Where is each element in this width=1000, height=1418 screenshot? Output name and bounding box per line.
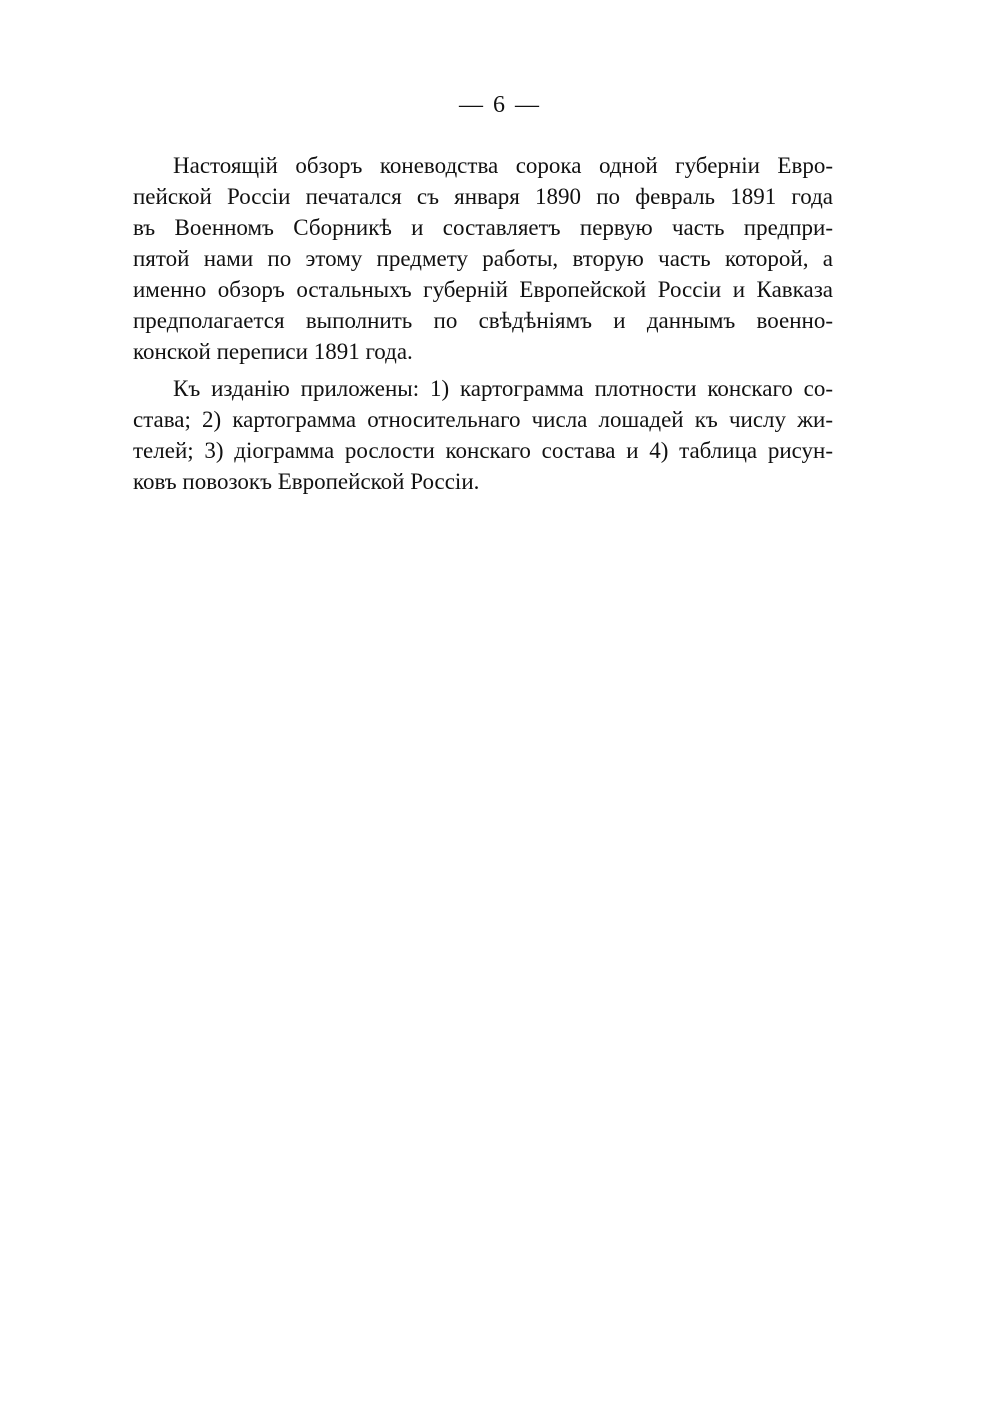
text-line: ковъ повозокъ Европейской Россіи. — [133, 469, 480, 494]
paragraph-2 — [133, 373, 833, 497]
text-line: Къ изданію приложены: 1) картограмма плотности конскаго со- — [173, 376, 833, 401]
text-line: става; 2) картограмма относительнаго числа лошадей къ числу жи- — [133, 407, 833, 432]
body-text — [133, 150, 833, 497]
text-line: именно обзоръ остальныхъ губерній Европейской Россіи и Кавказа — [133, 277, 833, 302]
text-line: телей; 3) діограмма рослости конскаго состава и 4) таблица рисун- — [133, 438, 833, 463]
page-number: — 6 — — [459, 92, 541, 118]
text-line: пейской Россіи печатался съ января 1890 по февраль 1891 года — [133, 184, 833, 209]
text-line: въ Военномъ Сборникѣ и составляетъ первую часть предпри- — [133, 215, 833, 240]
text-line: предполагается выполнить по свѣдѣніямъ и даннымъ военно- — [133, 308, 833, 333]
text-line: Настоящій обзоръ коневодства сорока одной губерніи Евро- — [173, 153, 833, 178]
text-line: конской переписи 1891 года. — [133, 339, 413, 364]
text-line: пятой нами по этому предмету работы, вторую часть которой, а — [133, 246, 833, 271]
paragraph-1 — [133, 150, 833, 367]
